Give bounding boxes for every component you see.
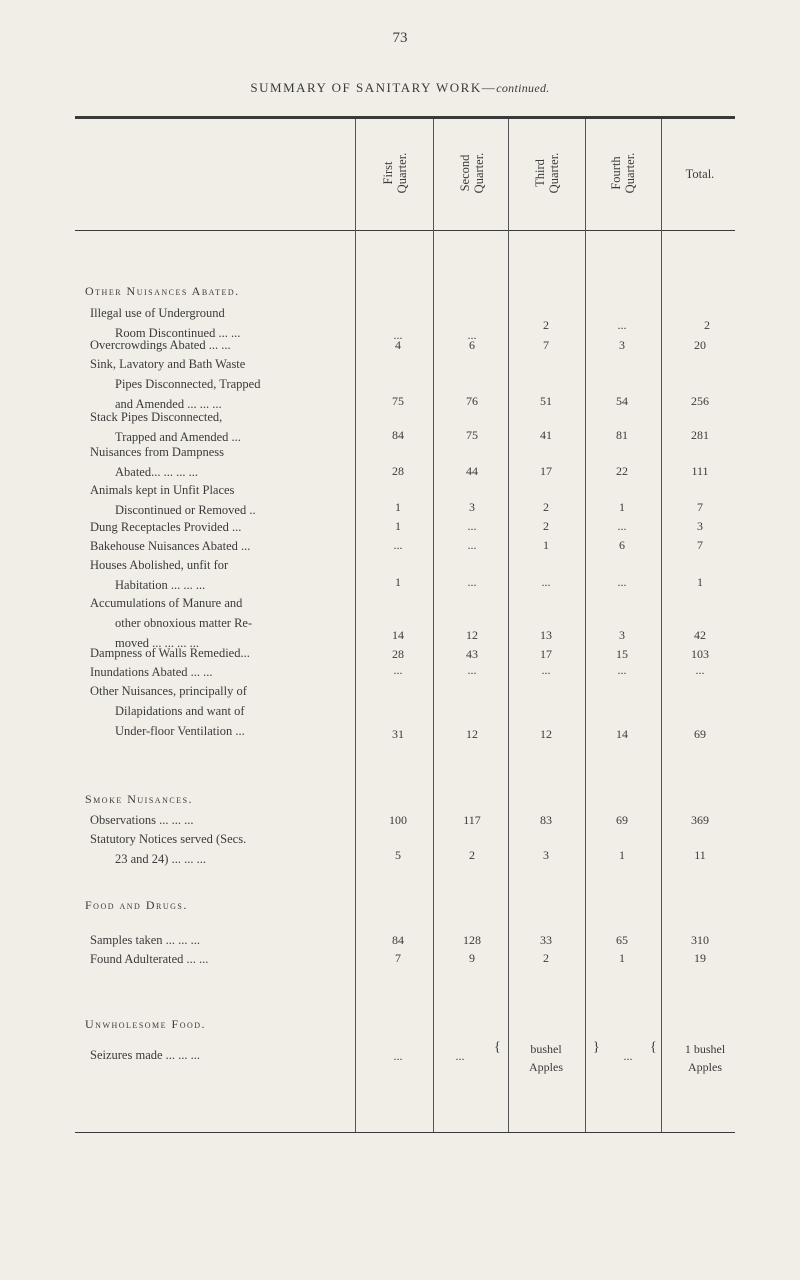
table-cell: 1 bbox=[395, 575, 401, 589]
label-line: and Amended ... ... ... bbox=[115, 397, 222, 411]
table-cell: 41 bbox=[540, 428, 552, 442]
table-cell: 2 bbox=[543, 500, 549, 514]
table-cell: 3 bbox=[619, 338, 625, 352]
table-cell: 281 bbox=[691, 428, 709, 442]
table-cell: 33 bbox=[540, 933, 552, 947]
label-line: Accumulations of Manure and bbox=[90, 596, 243, 610]
table-cell: 1 bbox=[395, 519, 401, 533]
title-text: SUMMARY OF SANITARY WORK— bbox=[250, 80, 497, 95]
table-cell: 369 bbox=[691, 813, 709, 827]
table-cell-third-seizures bbox=[516, 1040, 576, 1076]
page-title bbox=[0, 80, 800, 96]
table-cell: 43 bbox=[466, 647, 478, 661]
label-line: Bakehouse Nuisances Abated ... bbox=[90, 539, 251, 553]
table-cell: 12 bbox=[466, 727, 478, 741]
label-line: moved ... ... ... ... bbox=[115, 636, 200, 650]
table-cell: 75 bbox=[466, 428, 478, 442]
table-cell: 2 bbox=[543, 951, 549, 965]
table-cell: 81 bbox=[616, 428, 628, 442]
table-cell: 7 bbox=[543, 338, 549, 352]
table-cell: 19 bbox=[694, 951, 706, 965]
table-cell: ... bbox=[541, 663, 551, 677]
cell-line: Apples bbox=[688, 1060, 722, 1074]
label-line: Observations ... ... ... bbox=[90, 813, 194, 827]
label-line: 23 and 24) ... ... ... bbox=[115, 852, 206, 866]
column-divider bbox=[661, 119, 662, 1132]
table-cell: 310 bbox=[691, 933, 709, 947]
table-cell: 14 bbox=[616, 727, 628, 741]
label-line: Inundations Abated ... ... bbox=[90, 665, 213, 679]
table-cell: ... bbox=[393, 538, 403, 552]
label-line: Nuisances from Dampness bbox=[90, 445, 224, 459]
label-line: Animals kept in Unfit Places bbox=[90, 483, 235, 497]
label-line: Found Adulterated ... ... bbox=[90, 952, 209, 966]
table-cell: 1 bbox=[619, 848, 625, 862]
table-cell: 2 bbox=[469, 848, 475, 862]
table-cell: 20 bbox=[694, 338, 706, 352]
table-cell: 12 bbox=[540, 727, 552, 741]
table-cell: ... bbox=[467, 538, 477, 552]
table-cell: 1 bbox=[543, 538, 549, 552]
row-label-samples-taken bbox=[90, 930, 200, 950]
brace-glyph: { bbox=[650, 1040, 657, 1055]
label-line: other obnoxious matter Re- bbox=[115, 616, 253, 630]
row-label-observations bbox=[90, 810, 193, 830]
table-cell: 12 bbox=[466, 628, 478, 642]
column-header-line: First bbox=[381, 161, 395, 185]
table-cell: 22 bbox=[616, 464, 628, 478]
header-bottom-rule bbox=[75, 230, 735, 231]
table-cell: 14 bbox=[392, 628, 404, 642]
row-label-dampness-nuisances bbox=[90, 442, 224, 482]
label-line: Pipes Disconnected, Trapped bbox=[115, 377, 261, 391]
label-line: Under-floor Ventilation ... bbox=[115, 724, 245, 738]
title-suffix: continued. bbox=[496, 81, 550, 95]
column-header-fourth bbox=[573, 152, 673, 194]
table-cell: 84 bbox=[392, 933, 404, 947]
column-divider bbox=[433, 119, 434, 1132]
table-cell: 7 bbox=[395, 951, 401, 965]
column-header-total: Total. bbox=[685, 167, 715, 181]
row-label-other-nuisances bbox=[90, 681, 247, 741]
table-cell: ... bbox=[623, 1049, 633, 1063]
label-line: Discontinued or Removed .. bbox=[115, 503, 256, 517]
table-cell: 54 bbox=[616, 394, 628, 408]
label-line: Overcrowdings Abated ... ... bbox=[90, 338, 231, 352]
brace-glyph: } bbox=[593, 1040, 600, 1055]
table-cell: 6 bbox=[619, 538, 625, 552]
label-line: Houses Abolished, unfit for bbox=[90, 558, 229, 572]
table-cell: 69 bbox=[616, 813, 628, 827]
table-cell: 2 bbox=[543, 318, 549, 332]
row-label-sink-lavatory bbox=[90, 354, 260, 414]
row-label-walls-dampness bbox=[90, 643, 250, 663]
row-label-found-adulterated bbox=[90, 949, 208, 969]
table-cell: ... bbox=[541, 575, 551, 589]
row-label-animals bbox=[90, 480, 256, 520]
table-cell: 15 bbox=[616, 647, 628, 661]
column-header-line: Quarter. bbox=[547, 152, 561, 194]
section-heading-other-nuisances: Other Nuisances Abated. bbox=[85, 284, 240, 298]
table-cell: 11 bbox=[694, 848, 706, 862]
table-cell: 256 bbox=[691, 394, 709, 408]
table-cell: ... bbox=[467, 575, 477, 589]
table-cell: 103 bbox=[691, 647, 709, 661]
row-label-stack-pipes bbox=[90, 407, 241, 447]
label-line: Sink, Lavatory and Bath Waste bbox=[90, 357, 246, 371]
section-heading-food-and-drugs: Food and Drugs. bbox=[85, 898, 188, 912]
label-line: Dampness of Walls Remedied... bbox=[90, 646, 250, 660]
table-cell: ... bbox=[617, 519, 627, 533]
table-cell: 28 bbox=[392, 464, 404, 478]
table-cell: ... bbox=[393, 1049, 403, 1063]
table-cell: 3 bbox=[619, 628, 625, 642]
table-cell: 5 bbox=[395, 848, 401, 862]
table-cell: 1 bbox=[697, 575, 703, 589]
table-cell: 4 bbox=[395, 338, 401, 352]
section-heading-smoke-nuisances: Smoke Nuisances. bbox=[85, 792, 194, 806]
table-cell: 84 bbox=[392, 428, 404, 442]
label-line: Dung Receptacles Provided ... bbox=[90, 520, 242, 534]
brace-glyph: { bbox=[494, 1040, 501, 1055]
column-header-line: Fourth bbox=[609, 156, 623, 190]
table-cell: 1 bbox=[395, 500, 401, 514]
table-cell: ... bbox=[695, 663, 705, 677]
column-header-line: Quarter. bbox=[623, 152, 637, 194]
table-cell: 117 bbox=[463, 813, 481, 827]
table-cell: 44 bbox=[466, 464, 478, 478]
table-cell-total-seizures bbox=[670, 1040, 740, 1076]
table-cell: 3 bbox=[469, 500, 475, 514]
table-cell: 3 bbox=[543, 848, 549, 862]
table-cell: ... bbox=[617, 575, 627, 589]
table-cell: ... bbox=[467, 519, 477, 533]
label-line: Statutory Notices served (Secs. bbox=[90, 832, 247, 846]
column-header-line: Quarter. bbox=[472, 152, 486, 194]
table-cell: 76 bbox=[466, 394, 478, 408]
table-bottom-rule bbox=[75, 1132, 735, 1133]
column-header-line: Second bbox=[458, 154, 472, 192]
column-header-line: Third bbox=[533, 159, 547, 187]
row-label-bakehouse bbox=[90, 536, 250, 556]
row-label-inundations bbox=[90, 662, 213, 682]
label-line: Abated... ... ... ... bbox=[115, 465, 198, 479]
table-top-rule bbox=[75, 116, 735, 119]
table-cell: ... bbox=[467, 663, 477, 677]
table-cell: ... bbox=[393, 328, 403, 342]
label-line: Samples taken ... ... ... bbox=[90, 933, 201, 947]
table-cell: ... bbox=[617, 663, 627, 677]
table-cell: 51 bbox=[540, 394, 552, 408]
cell-line: bushel bbox=[530, 1042, 562, 1056]
column-header-line: Quarter. bbox=[395, 152, 409, 194]
table-cell: 83 bbox=[540, 813, 552, 827]
table-cell: 7 bbox=[697, 538, 703, 552]
label-line: Habitation ... ... ... bbox=[115, 578, 206, 592]
table-cell: 17 bbox=[540, 647, 552, 661]
cell-line: 1 bushel bbox=[684, 1042, 726, 1056]
table-cell: 9 bbox=[469, 951, 475, 965]
column-divider bbox=[585, 119, 586, 1132]
cell-line: Apples bbox=[529, 1060, 563, 1074]
table-cell: 28 bbox=[392, 647, 404, 661]
table-cell: ... bbox=[467, 328, 477, 342]
table-cell: 128 bbox=[463, 933, 481, 947]
row-label-houses-abolished bbox=[90, 555, 228, 595]
column-divider bbox=[508, 119, 509, 1132]
table-cell: 1 bbox=[619, 500, 625, 514]
table-cell: ... bbox=[455, 1049, 465, 1063]
table-cell: 31 bbox=[392, 727, 404, 741]
column-divider bbox=[355, 119, 356, 1132]
table-cell: 111 bbox=[691, 464, 709, 478]
label-line: Room Discontinued ... ... bbox=[115, 326, 241, 340]
row-label-overcrowdings bbox=[90, 335, 231, 355]
label-line: Illegal use of Underground bbox=[90, 306, 225, 320]
label-line: Other Nuisances, principally of bbox=[90, 684, 247, 698]
label-line: Trapped and Amended ... bbox=[115, 430, 241, 444]
table-cell: 100 bbox=[389, 813, 407, 827]
section-heading-unwholesome-food: Unwholesome Food. bbox=[85, 1017, 207, 1031]
table-cell: ... bbox=[617, 318, 627, 332]
row-label-dung-receptacles bbox=[90, 517, 241, 537]
table-cell: 65 bbox=[616, 933, 628, 947]
table-cell: 69 bbox=[694, 727, 706, 741]
table-cell: 17 bbox=[540, 464, 552, 478]
table-cell: 13 bbox=[540, 628, 552, 642]
label-line: Dilapidations and want of bbox=[115, 704, 245, 718]
table-cell: 75 bbox=[392, 394, 404, 408]
table-cell: 7 bbox=[697, 500, 703, 514]
page-number: 73 bbox=[392, 30, 408, 46]
table-cell: 1 bbox=[619, 951, 625, 965]
table-cell: 3 bbox=[697, 519, 703, 533]
table-cell: 2 bbox=[543, 519, 549, 533]
row-label-statutory-notices bbox=[90, 829, 246, 869]
label-line: Seizures made ... ... ... bbox=[90, 1048, 201, 1062]
table-cell: 2 bbox=[704, 318, 710, 332]
row-label-seizures bbox=[90, 1045, 200, 1065]
table-cell: 6 bbox=[469, 338, 475, 352]
table-cell: ... bbox=[393, 663, 403, 677]
table-cell: 42 bbox=[694, 628, 706, 642]
label-line: Stack Pipes Disconnected, bbox=[90, 410, 223, 424]
